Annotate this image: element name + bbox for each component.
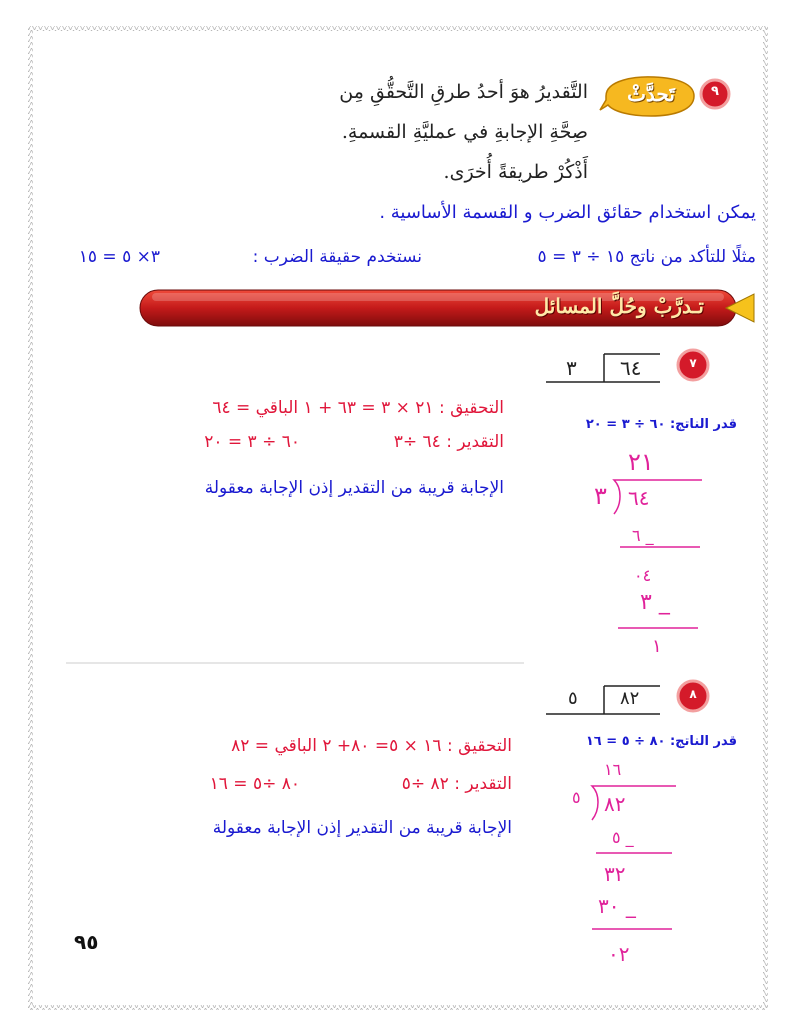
ex7-step1: ٦ _: [632, 526, 654, 545]
answer-line-1: يمكن استخدام حقائق الضرب و القسمة الأساسية .: [379, 202, 756, 223]
ex7-remainder: ١: [652, 636, 662, 657]
ex8-step2: ٣٢: [604, 862, 626, 886]
problem-7-divisor: ٣: [566, 356, 577, 380]
ex7-estimate: [586, 417, 737, 432]
problem-8-dividend: ٨٢: [620, 688, 640, 709]
ex8-divisor: ٥: [572, 788, 581, 807]
problem-7-bracket: [544, 348, 664, 388]
ex8-estimate: [586, 734, 737, 749]
section-banner-title: تـدرَّبْ وحُلَّ المسائل: [534, 294, 704, 318]
ex8-check: التحقيق : ١٦ × ٥= ٨٠+ ٢ الباقي = ٨٢: [231, 736, 512, 756]
talk-text: [258, 72, 588, 192]
ex7-line-1: [620, 545, 702, 549]
ex7-estimate-label: قدر الناتج:: [669, 417, 737, 432]
ex7-step2: ٠٤: [634, 566, 652, 585]
ex8-line-2: [592, 927, 674, 931]
ex8-quotient: ١٦: [604, 760, 622, 779]
problem-8-number: ٨: [689, 687, 697, 701]
ex7-step3: ٣ _: [640, 590, 670, 615]
ex8-dividend: ٨٢: [604, 792, 626, 816]
problem-8-bracket: [544, 680, 664, 720]
ex7-quotient: ٢١: [628, 448, 654, 476]
ex8-conclusion: الإجابة قريبة من التقدير إذن الإجابة معقولة: [212, 818, 512, 838]
ex7-dividend: ٦٤: [628, 486, 650, 510]
ex8-division-bracket: [588, 784, 680, 824]
ex8-estimate-line-b: ٨٠ ÷٥ = ١٦: [209, 774, 300, 794]
ex8-line-1: [596, 851, 674, 855]
talk-line-3: أَذْكُرْ طريقةً أُخرَى.: [443, 161, 588, 183]
talk-line-1: التَّقديرُ هوَ أحدُ طرقِ التَّحقُّقِ مِن: [339, 81, 588, 103]
page-number: ٩٥: [74, 930, 99, 954]
problem-7-dividend: ٦٤: [620, 356, 642, 380]
ex8-estimate-label: قدر الناتج:: [669, 734, 737, 749]
problem-7-number-badge: [676, 348, 710, 382]
section-banner: [138, 286, 758, 330]
answer-line-2b: نستخدم حقيقة الضرب :: [252, 247, 422, 267]
section-divider: [66, 662, 526, 665]
ex7-estimate-line-a: التقدير : ٦٤ ÷٣: [393, 432, 504, 452]
answer-line-2c: ٣× ٥ = ١٥: [78, 247, 160, 267]
talk-line-2: صِحَّةِ الإجابةِ في عمليَّةِ القسمةِ.: [341, 121, 588, 143]
ex8-step3: ٣٠ _: [598, 894, 636, 918]
ex8-step1: ٥ _: [612, 828, 634, 847]
ex8-remainder: ٠٢: [608, 942, 630, 966]
ex7-division-bracket: [610, 478, 706, 518]
ex7-estimate-value: ٦٠ ÷ ٣ = ٢٠: [585, 417, 666, 432]
ex7-conclusion: الإجابة قريبة من التقدير إذن الإجابة معقولة: [204, 478, 504, 498]
problem-9-number: ٩: [711, 84, 719, 99]
problem-7-number: ٧: [689, 356, 697, 370]
ex7-divisor: ٣: [594, 482, 607, 510]
ex7-line-2: [618, 626, 700, 630]
ex7-check: التحقيق : ٢١ × ٣ = ٦٣ + ١ الباقي = ٦٤: [212, 398, 504, 418]
talk-badge-label: تَحدَّثْ: [627, 82, 675, 106]
ex8-estimate-value: ٨٠ ÷ ٥ = ١٦: [585, 734, 666, 749]
answer-line-2a: مثلًا للتأكد من ناتج ١٥ ÷ ٣ = ٥: [537, 247, 756, 267]
ex7-estimate-line-b: ٦٠ ÷ ٣ = ٢٠: [204, 432, 300, 452]
problem-9-number-badge: [699, 78, 731, 110]
talk-badge: [596, 72, 698, 122]
problem-8-number-badge: [676, 679, 710, 713]
ex8-estimate-line-a: التقدير : ٨٢ ÷٥: [401, 774, 512, 794]
problem-8-divisor: ٥: [568, 688, 578, 709]
